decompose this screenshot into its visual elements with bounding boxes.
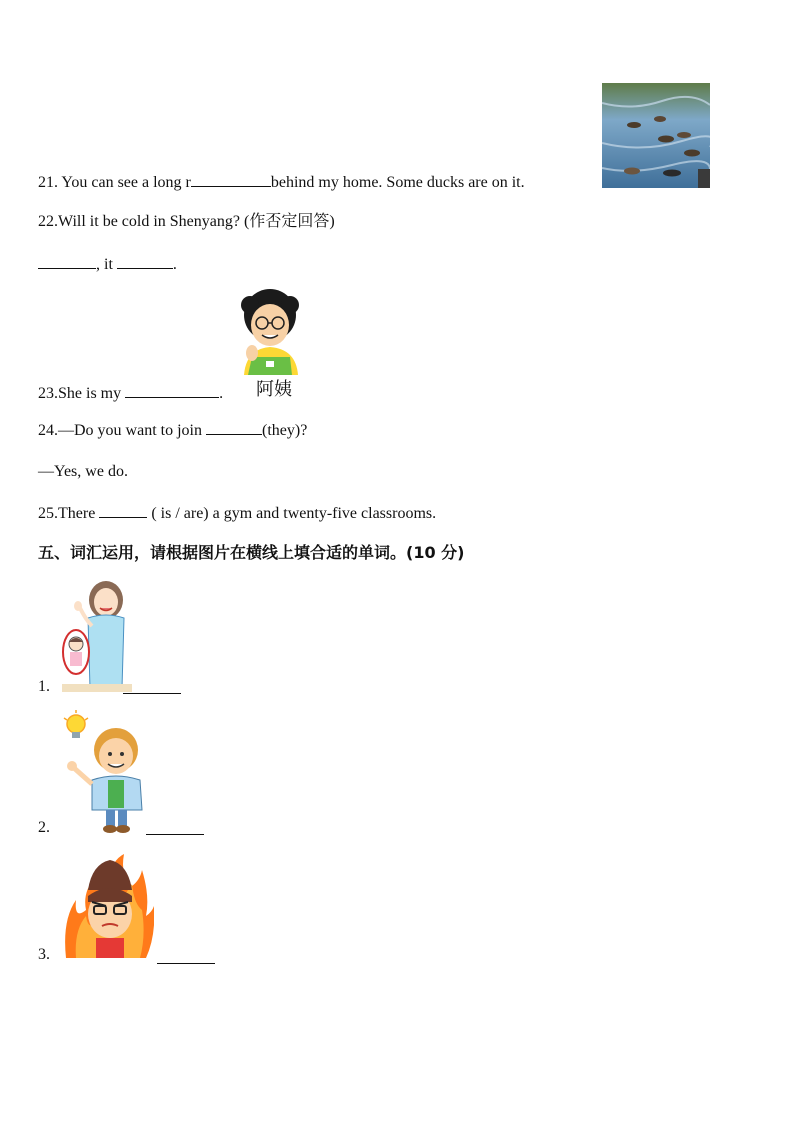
question-24 <box>38 420 307 441</box>
q25-text-after: ( is / are) a gym and twenty-five classrooms. <box>151 505 437 522</box>
q24-question-after: (they)? <box>262 422 308 439</box>
item-3-number: 3. <box>38 946 50 963</box>
item-3 <box>38 945 50 965</box>
q23-answer-blank[interactable] <box>125 383 219 398</box>
question-23 <box>38 383 223 404</box>
q22-answer-blank-1[interactable] <box>38 254 96 269</box>
question-24-reply <box>38 462 128 482</box>
item-3-answer-blank[interactable] <box>157 949 215 964</box>
aunt-label: 阿姨 <box>256 379 292 399</box>
section-5-title: 五、词汇运用，请根据图片在横线上填合适的单词。(10 分) <box>38 543 465 562</box>
q23-text-before: 23.She is my <box>38 385 122 402</box>
q25-text-before: 25.There <box>38 505 96 522</box>
pond-ducks-picture <box>602 83 710 188</box>
angry-girl-picture <box>62 850 154 960</box>
mother-daughter-picture <box>58 578 134 692</box>
question-22 <box>38 212 335 232</box>
q24-answer-blank[interactable] <box>206 420 262 435</box>
q23-text-after: . <box>219 385 224 402</box>
boy-idea-picture <box>62 710 148 834</box>
question-22-answer <box>38 254 177 275</box>
section-5-heading <box>38 543 464 563</box>
item-2-answer-blank[interactable] <box>146 820 204 835</box>
q21-answer-blank[interactable] <box>191 172 271 187</box>
q22-answer-blank-2[interactable] <box>117 254 173 269</box>
item-1-number: 1. <box>38 678 50 695</box>
item-2-number: 2. <box>38 819 50 836</box>
item-1-answer-blank[interactable] <box>123 679 181 694</box>
q22-question-text: 22.Will it be cold in Shenyang? (作否定回答) <box>38 213 335 230</box>
item-1 <box>38 677 50 697</box>
question-21 <box>38 172 525 193</box>
q24-reply: —Yes, we do. <box>38 463 128 480</box>
q21-text-before: 21. You can see a long r <box>38 174 191 191</box>
question-25 <box>38 503 436 524</box>
q21-text-after: behind my home. Some ducks are on it. <box>270 174 525 191</box>
q25-answer-blank[interactable] <box>99 503 147 518</box>
q22-answer-end: . <box>172 256 177 273</box>
item-2 <box>38 818 50 838</box>
q24-question-before: 24.—Do you want to join <box>38 422 202 439</box>
q22-answer-mid: , it <box>96 256 113 273</box>
aunt-picture <box>234 287 314 399</box>
